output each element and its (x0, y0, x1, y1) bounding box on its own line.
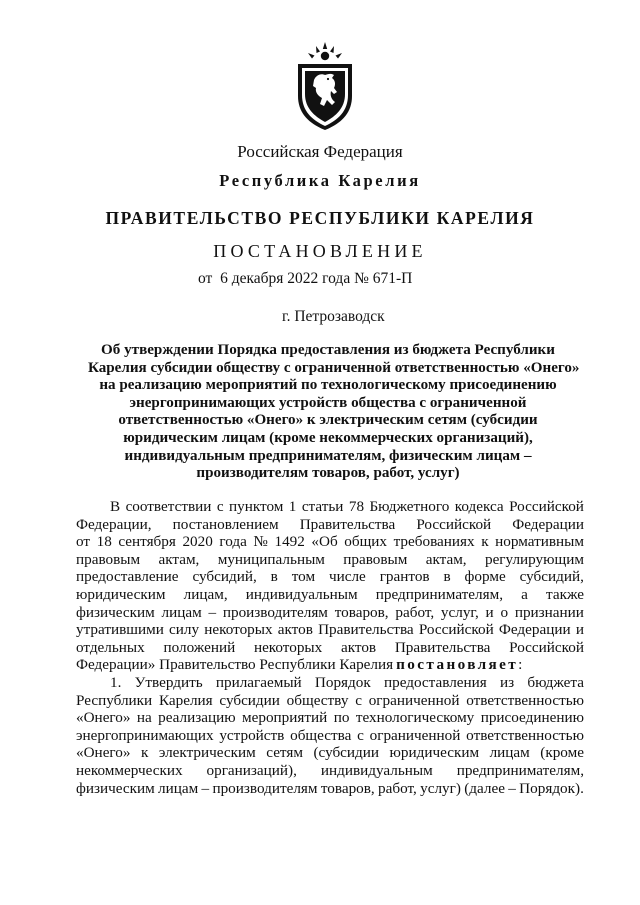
body-word: а (521, 585, 528, 603)
body-word: мероприятий (242, 709, 328, 727)
body-word: услуг, (440, 603, 479, 621)
body-word: «Об (311, 533, 338, 551)
body-line (76, 639, 584, 657)
document-city: г. Петрозаводск (282, 308, 385, 325)
document-title (88, 342, 580, 483)
body-word: некоммерческих (76, 761, 183, 779)
karelia-coat-of-arms-icon (294, 42, 356, 132)
body-word: 1 (288, 498, 297, 515)
body-word: (субсидии (313, 744, 380, 762)
body-word: № (253, 533, 268, 551)
body-word: 2020 (182, 533, 213, 551)
body-word: индивидуальным (245, 585, 358, 603)
body-word: энергопринимающих (76, 726, 214, 744)
body-word: из (500, 673, 515, 691)
body-word: признании (514, 603, 584, 621)
body-word: сетям (266, 744, 303, 762)
body-word: статьи (301, 498, 344, 515)
body-word: товаров, (320, 779, 375, 797)
body-word: к (481, 533, 489, 551)
body-word: силу (169, 621, 200, 639)
body-word: Российской (416, 515, 492, 533)
title-line: юридическим лицам (кроме некоммерческих организаций), (123, 429, 533, 446)
body-word: лицам, (183, 585, 228, 603)
body-word: с (357, 726, 364, 744)
title-line: энергопринимающих устройств общества с ограниченной (129, 394, 527, 411)
body-word: муниципальным (217, 550, 325, 568)
body-word: предоставления (383, 673, 487, 691)
body-word: ограниченной (369, 726, 461, 744)
body-word: сентября (118, 533, 176, 551)
body-line (76, 586, 584, 604)
body-word: актов (277, 621, 313, 639)
body-word: 1492 (274, 533, 305, 551)
body-word: пунктом (228, 498, 284, 515)
body-line (76, 621, 584, 639)
body-word: Порядок). (519, 779, 584, 797)
body-word: Республики (76, 691, 153, 709)
body-word: Карелия (158, 691, 213, 709)
body-word: В (110, 498, 121, 515)
body-word: на (136, 709, 152, 727)
body-word: прилагаемый (215, 673, 302, 691)
body-word: 18 (96, 533, 112, 551)
body-word: правовым (343, 550, 408, 568)
body-word: – (208, 603, 217, 621)
body-line (76, 533, 584, 551)
body-word: общих (344, 533, 388, 551)
body-word: (кроме (540, 744, 584, 762)
body-word: правовым (76, 550, 141, 568)
body-line-text: Федерации» Правительство Республики Карелия (76, 656, 394, 674)
body-word: общества (290, 726, 352, 744)
body-word: и (575, 621, 584, 639)
title-line: на реализацию мероприятий по технологическому присоединению (99, 377, 557, 394)
document-body (76, 498, 584, 797)
body-word: субсидий, (519, 568, 584, 586)
body-word: Утвердить (134, 673, 203, 691)
body-word: нормативным (495, 533, 584, 551)
body-word: лицам (489, 744, 530, 762)
body-word: Российской (509, 638, 584, 656)
document-date: от 6 декабря 2022 года № 671-П (198, 270, 413, 287)
body-word: «Онего» (76, 744, 131, 762)
body-word: устройств (219, 726, 285, 744)
body-word: Российской (509, 498, 584, 515)
title-line: производителям товаров, работ, услуг) (196, 465, 460, 482)
body-line (76, 516, 584, 534)
body-word: индивидуальным (320, 761, 433, 779)
body-word: 78 (348, 498, 365, 515)
body-word: форме (464, 568, 506, 586)
body-line (76, 780, 584, 798)
body-line (76, 604, 584, 622)
republic-name: Республика Карелия (219, 171, 421, 190)
body-word: требованиях (393, 533, 475, 551)
body-line (76, 551, 584, 569)
body-line (76, 498, 584, 516)
body-word: услуг) (420, 779, 461, 797)
country-name: Российская Федерация (237, 142, 403, 161)
body-word: некоторых (204, 621, 273, 639)
decree-verb: постановляет (396, 656, 519, 674)
body-word: предоставление (76, 568, 179, 586)
body-word: Порядок (314, 673, 371, 691)
body-word: грантов (379, 568, 430, 586)
body-word: лицам (161, 603, 202, 621)
body-word: работ, (378, 779, 417, 797)
title-line: Карелия субсидии обществу с ограниченной ответственностью «Онего» (88, 359, 580, 376)
body-word: ответственностью (466, 691, 584, 709)
body-word: (далее (464, 779, 505, 797)
body-word: некоторых (253, 638, 323, 656)
body-word: физическим (76, 779, 155, 797)
body-word: предпринимателям, (456, 761, 584, 779)
body-word: юридическим (389, 744, 480, 762)
body-word: Бюджетного (369, 498, 450, 515)
body-word: положений (163, 638, 236, 656)
body-line (76, 709, 584, 727)
body-word: Правительства (318, 621, 414, 639)
body-word: физическим (76, 603, 155, 621)
body-line (76, 727, 584, 745)
body-line (76, 674, 584, 692)
body-word: регулирующим (484, 550, 584, 568)
body-word: организаций), (206, 761, 297, 779)
body-word: соответствии (125, 498, 212, 515)
body-word: – (201, 779, 210, 797)
body-word: Правительства (299, 515, 396, 533)
body-word: с (216, 498, 224, 515)
body-word: реализацию (158, 709, 236, 727)
body-word: Российской (418, 621, 494, 639)
body-word: Федерации (498, 621, 571, 639)
body-word: также (546, 585, 584, 603)
body-word: «Онего» (76, 709, 131, 727)
body-word: юридическим (76, 585, 166, 603)
body-line (76, 568, 584, 586)
body-word: актам, (425, 550, 467, 568)
title-line: индивидуальным предпринимателям, физическим лицам – (124, 447, 532, 464)
body-word: постановлением (172, 515, 279, 533)
body-word: том (291, 568, 316, 586)
body-word: 1. (110, 673, 122, 691)
body-word: производителям (222, 603, 328, 621)
title-line: ответственностью «Онего» к электрическим сетям (субсидии (118, 412, 538, 429)
body-word: обществу (286, 691, 349, 709)
body-word: электрическим (158, 744, 256, 762)
body-word: присоединению (480, 709, 584, 727)
body-word: и (485, 603, 494, 621)
title-line: Об утверждении Порядка предоставления из бюджета Республики (101, 342, 555, 358)
body-word: числе (328, 568, 366, 586)
body-line (76, 762, 584, 780)
body-word: с (355, 691, 362, 709)
body-word: отдельных (76, 638, 145, 656)
body-line (76, 744, 584, 762)
document-type: ПОСТАНОВЛЕНИЕ (213, 241, 427, 261)
body-word: субсидии (219, 691, 280, 709)
body-word: товаров, (334, 603, 389, 621)
body-word: в (443, 568, 451, 586)
government-name: ПРАВИТЕЛЬСТВО РЕСПУБЛИКИ КАРЕЛИЯ (105, 208, 535, 228)
body-word: – (508, 779, 516, 797)
body-word: о (500, 603, 509, 621)
body-word: актам, (158, 550, 200, 568)
body-word: Федерации, (76, 515, 152, 533)
body-word: лицам (158, 779, 199, 797)
body-word: актов (340, 638, 377, 656)
body-word: кодекса (454, 498, 504, 515)
body-word: работ, (395, 603, 435, 621)
body-word: субсидий, (192, 568, 257, 586)
body-word: производителям (212, 779, 318, 797)
body-word: Федерации (512, 515, 584, 533)
body-word: от (76, 533, 91, 551)
body-word: по (333, 709, 350, 727)
body-line (76, 656, 584, 674)
body-word: в (270, 568, 278, 586)
body-word: утратившими (76, 621, 164, 639)
body-word: ограниченной (368, 691, 460, 709)
body-line (76, 692, 584, 710)
body-word: бюджета (527, 673, 584, 691)
decree-colon: : (518, 656, 523, 674)
body-word: предпринимателям, (375, 585, 504, 603)
body-word: к (140, 744, 149, 762)
body-word: Правительства (394, 638, 491, 656)
body-word: ответственностью (466, 726, 584, 744)
body-word: технологическому (355, 709, 475, 727)
body-word: года (219, 533, 247, 551)
